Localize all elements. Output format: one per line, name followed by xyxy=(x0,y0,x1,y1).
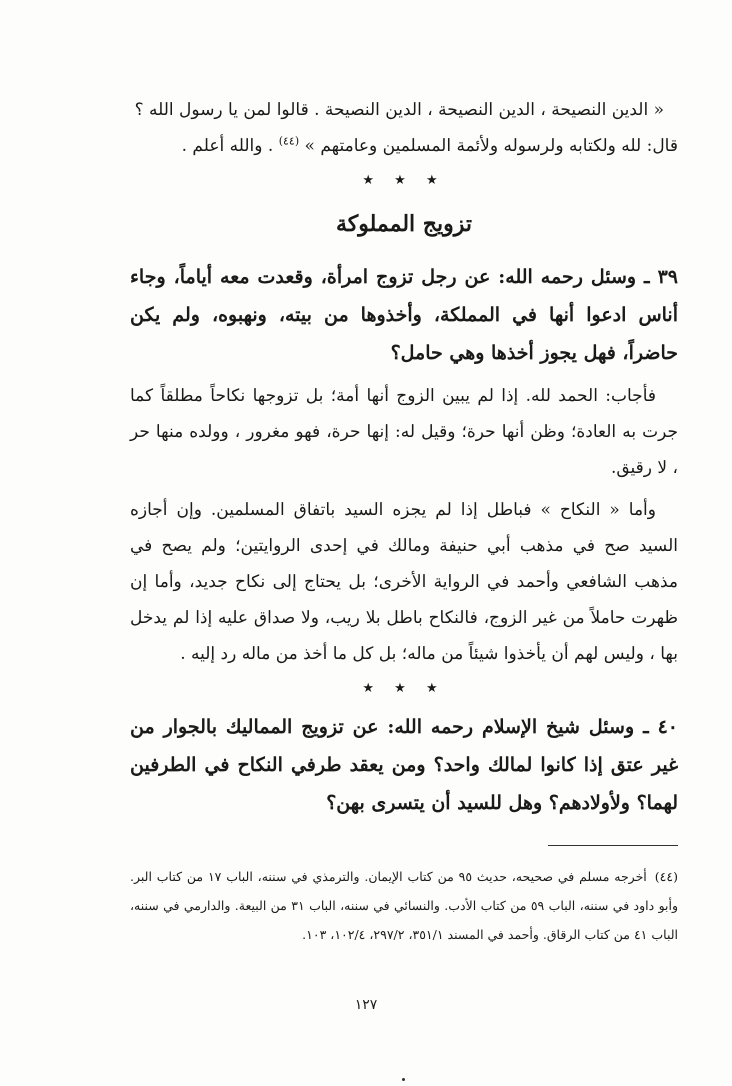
footnote-text: أخرجه مسلم في صحيحه، حديث ٩٥ من كتاب الإيمان. والترمذي في سننه، الباب ١٧ من كتاب البر. وأبو داود في سننه، الباب ٥٩ من كتاب الأدب. والنسائي في سننه، الباب ٣١ من البيعة. والدارمي في سننه، الباب ٤١ من كتاب الرقاق. وأحمد في المسند ٣٥١/١، ٢٩٧/٢، ١٠٢/٤، ١٠٣. xyxy=(130,869,679,942)
hadith-line-1: « الدين النصيحة ، الدين النصيحة ، الدين النصيحة . قالوا لمن يا رسول الله ؟ xyxy=(134,100,664,120)
footnote-divider xyxy=(548,845,678,846)
hadith-line-2-text: قال: لله ولكتابه ولرسوله ولأئمة المسلمين وعامتهم » xyxy=(304,136,678,156)
question-39: ٣٩ ـ وسئل رحمه الله: عن رجل تزوج امرأة، وقعدت معه أياماً، وجاء أناس ادعوا أنها في المملكة، وأخذوها من بيته، ونهبوه، ولم يكن حاضراً، فهل يجوز أخذها وهي حامل؟ xyxy=(130,266,678,364)
page-number: ١٢٧ xyxy=(354,997,378,1013)
hadith-line-2 xyxy=(130,128,678,164)
question-40: ٤٠ ـ وسئل شيخ الإسلام رحمه الله: عن تزويج المماليك بالجوار من غير عتق إذا كانوا لمالك واحد؟ ومن يعقد طرفي النكاح في الطرفين لهما؟ ولأولادهم؟ وهل للسيد أن يتسرى بهن؟ xyxy=(130,716,678,814)
footnote-reference[interactable]: (٤٤) xyxy=(278,134,300,148)
hadith-line-2-end: . والله أعلم . xyxy=(181,136,274,156)
answer-39-paragraph-2: وأما « النكاح » فباطل إذا لم يجزه السيد باتفاق المسلمين. وإن أجازه السيد صح في مذهب أبي حنيفة ومالك في إحدى الروايتين؛ ولم يصح في مذهب الشافعي وأحمد في الرواية الأخرى؛ بل يحتاج إلى نكاح جديد، وأما إن ظهرت حاملاً من غير الزوج، فالنكاح باطل بلا ريب، ولا صداق عليه إذا لم يدخل بها ، وليس لهم أن يأخذوا شيئاً من ماله؛ بل كل ما أخذ من ماله رد إليه . xyxy=(130,500,678,664)
scan-speck xyxy=(402,1078,405,1081)
section-heading: تزويج المملوكة xyxy=(335,211,473,237)
answer-39-paragraph-1: فأجاب: الحمد لله. إذا لم يبين الزوج أنها أمة؛ بل تزوجها نكاحاً مطلقاً كما جرت به العادة؛ وظن أنها حرة؛ وقيل له: إنها حرة، فهو مغرور ، وولده منها حر ، لا رقيق. xyxy=(130,386,678,478)
footnote xyxy=(130,862,678,949)
section-separator-stars: ★ ★ ★ xyxy=(362,681,446,696)
footnote-number: (٤٤) xyxy=(654,869,678,884)
section-separator-stars: ★ ★ ★ xyxy=(362,173,446,188)
main-text xyxy=(130,92,678,828)
